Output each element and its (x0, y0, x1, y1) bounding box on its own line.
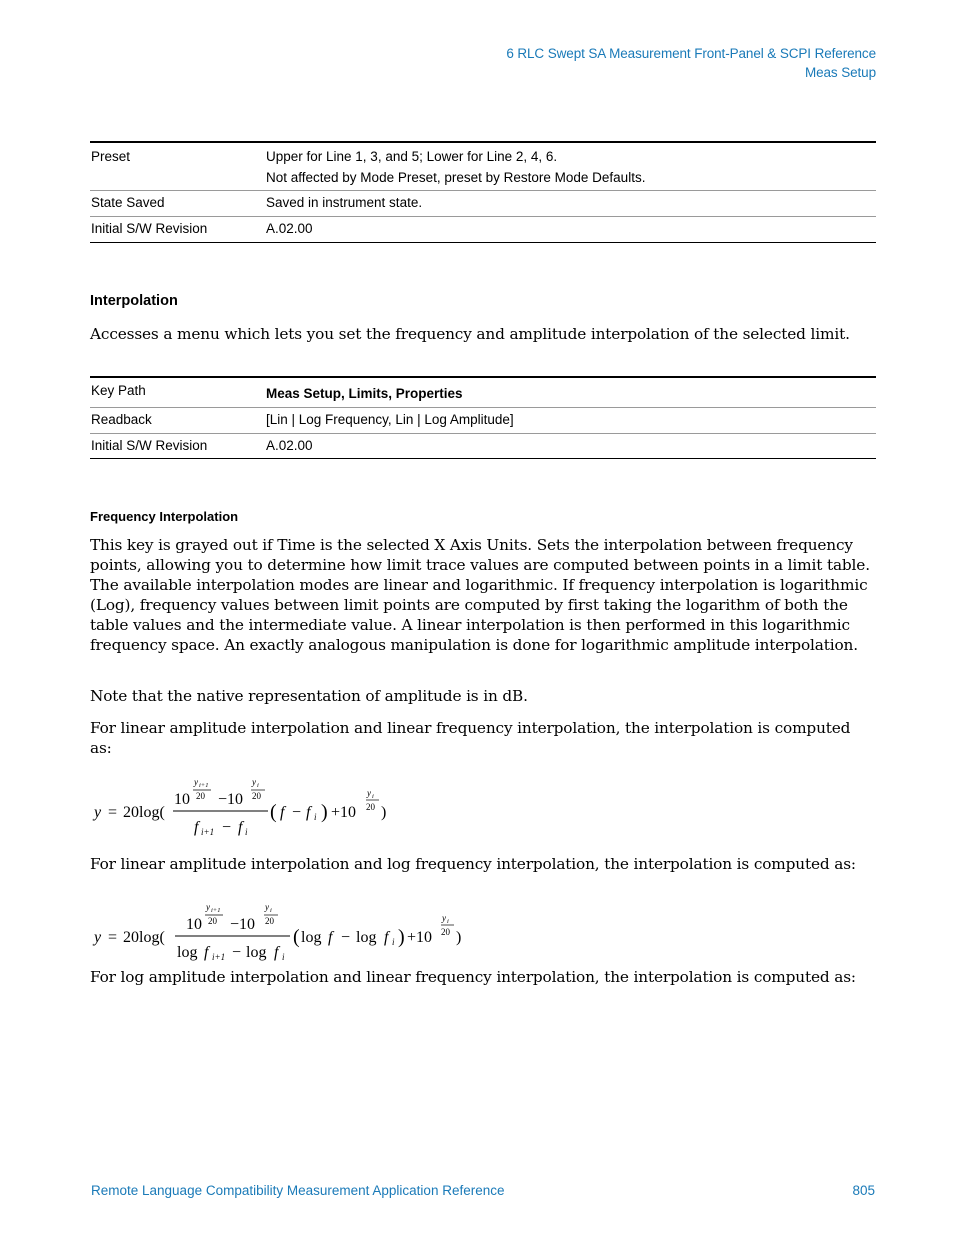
document-title: Remote Language Compatibility Measurement Application Reference (91, 1183, 505, 1198)
eq-exp-sub: i+1 (199, 782, 209, 789)
table-row (90, 434, 876, 459)
table-row (90, 142, 876, 191)
eq-log: log (177, 944, 198, 961)
eq-lparen: ( (270, 801, 277, 823)
table-row (90, 217, 876, 243)
log-lin-intro: For log amplitude interpolation and linear frequency interpolation, the interpolation is computed as: (90, 968, 856, 986)
table-key-cell: Readback (90, 408, 266, 434)
page-header (506, 44, 876, 82)
eq-ten: 10 (186, 916, 202, 933)
eq-f: f (306, 804, 311, 821)
eq-f: f (328, 929, 333, 946)
preset-line-1: Upper for Line 1, 3, and 5; Lower for Line 2, 4, 6. (266, 149, 558, 164)
preset-properties-table (90, 141, 876, 243)
eq-exp-den: 20 (366, 802, 375, 812)
eq-exp-sub: i (447, 918, 449, 925)
eq-f: f (280, 804, 285, 821)
interpolation-properties-table (90, 376, 876, 459)
eq-log: log (356, 929, 377, 946)
table-value-cell: A.02.00 (266, 217, 876, 243)
equation-lin-log (90, 897, 480, 967)
table-value-cell: Saved in instrument state. (266, 191, 876, 217)
table-key-cell: Initial S/W Revision (90, 434, 266, 459)
page-number: 805 (852, 1183, 875, 1198)
equation-lin-lin (90, 772, 410, 842)
eq-exp-den: 20 (265, 916, 274, 926)
eq-plus-ten: +10 (331, 804, 357, 821)
eq-sub: i+1 (212, 952, 226, 962)
frequency-interpolation-paragraph: This key is grayed out if Time is the selected X Axis Units. Sets the interpolation between frequency points, allowing you to determine how limit trace values are computed between points in a limit table. The available interpolation modes are linear and logarithmic. If frequency interpolation is logarithmic (Log), frequency values between limit points are computed by first taking the logarithm of both the table values and the intermediate value. A linear interpolation is then performed in this logarithmic frequency space. An exactly analogous manipulation is done for logarithmic amplitude interpolation. (90, 536, 870, 654)
eq-exp-y: y (442, 913, 446, 923)
eq-20log: 20log( (123, 929, 165, 946)
eq-f: f (194, 819, 199, 836)
eq-sub: i (314, 812, 317, 822)
eq-close: ) (381, 804, 387, 821)
eq-exp-den: 20 (208, 916, 217, 926)
eq-exp-y: y (265, 902, 269, 912)
page-footer (91, 1183, 875, 1198)
eq-f: f (384, 929, 389, 946)
eq-exp-den: 20 (252, 791, 261, 801)
key-path-value: Meas Setup, Limits, Properties (266, 377, 876, 408)
eq-exp-sub: i (372, 793, 374, 800)
chapter-title: 6 RLC Swept SA Measurement Front-Panel & SCPI Reference (506, 46, 876, 61)
eq-exp-y: y (367, 788, 371, 798)
eq-exp-y: y (194, 777, 198, 787)
eq-sub: i (282, 952, 285, 962)
eq-exp-sub: i+1 (211, 907, 221, 914)
native-representation-note: Note that the native representation of amplitude is in dB. (90, 687, 528, 705)
section-title: Meas Setup (804, 65, 876, 80)
eq-exp-sub: i (257, 782, 259, 789)
eq-equals: = (108, 804, 118, 821)
table-value-cell (266, 142, 876, 191)
eq-f: f (204, 944, 209, 961)
frequency-interpolation-heading: Frequency Interpolation (90, 509, 239, 524)
eq-minus-ten: −10 (218, 791, 244, 808)
eq-exp-sub: i (270, 907, 272, 914)
eq-close: ) (456, 929, 462, 946)
eq-f: f (274, 944, 279, 961)
lin-lin-intro: For linear amplitude interpolation and linear frequency interpolation, the interpolation is computed as: (90, 719, 851, 757)
table-key-cell: State Saved (90, 191, 266, 217)
eq-exp-den: 20 (441, 927, 450, 937)
eq-log: log (301, 929, 322, 946)
eq-y: y (94, 804, 102, 821)
table-key-cell: Key Path (90, 377, 266, 408)
table-key-cell: Preset (90, 142, 266, 191)
eq-exp-den: 20 (196, 791, 205, 801)
interpolation-heading: Interpolation (90, 293, 178, 309)
eq-minus: − (341, 929, 351, 946)
eq-ten: 10 (174, 791, 190, 808)
table-key-cell: Initial S/W Revision (90, 217, 266, 243)
eq-plus-ten: +10 (407, 929, 433, 946)
eq-exp-y: y (206, 902, 210, 912)
eq-rparen: ) (321, 801, 328, 823)
interpolation-description: Accesses a menu which lets you set the frequency and amplitude interpolation of the selected limit. (90, 325, 850, 343)
table-row (90, 191, 876, 217)
eq-20log: 20log( (123, 804, 165, 821)
lin-log-intro: For linear amplitude interpolation and log frequency interpolation, the interpolation is computed as: (90, 855, 856, 873)
table-row (90, 377, 876, 408)
eq-sub: i+1 (201, 827, 215, 837)
eq-equals: = (108, 929, 118, 946)
eq-f: f (238, 819, 243, 836)
eq-minus-ten: −10 (230, 916, 256, 933)
table-row (90, 408, 876, 434)
eq-minus: − (292, 804, 302, 821)
eq-exp-y: y (252, 777, 256, 787)
revision-value: A.02.00 (266, 434, 876, 459)
eq-y: y (94, 929, 102, 946)
eq-sub: i (245, 827, 248, 837)
eq-minus: − (232, 944, 242, 961)
eq-minus: − (222, 819, 232, 836)
readback-value: [Lin | Log Frequency, Lin | Log Amplitude] (266, 408, 876, 434)
eq-sub: i (392, 937, 395, 947)
eq-rparen: ) (398, 926, 405, 948)
preset-line-2: Not affected by Mode Preset, preset by Restore Mode Defaults. (266, 170, 646, 185)
eq-lparen: ( (293, 926, 300, 948)
eq-log: log (246, 944, 267, 961)
